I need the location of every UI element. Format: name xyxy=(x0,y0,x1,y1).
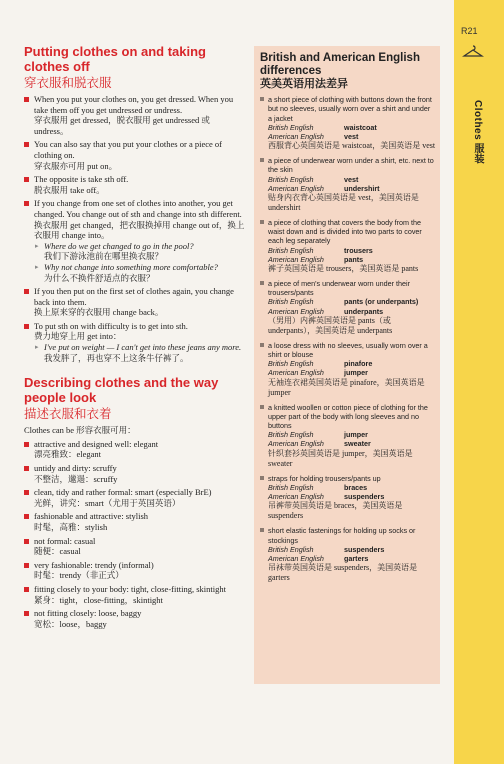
entry-translation: 裤子英国英语是 trousers，美国英语是 pants xyxy=(268,264,419,274)
differences-column xyxy=(260,52,436,588)
american-row: American English underpants xyxy=(268,306,384,316)
british-row: British English braces xyxy=(268,482,368,492)
difference-entry xyxy=(260,341,436,398)
difference-entry xyxy=(260,218,436,274)
section2-title-cn: 描述衣服和衣着 xyxy=(24,407,112,422)
page-reference: R21 xyxy=(461,26,478,36)
difference-entry xyxy=(260,474,436,522)
list-item: To put sth on with difficulty is to get into sth. 费力地穿上用 get into： ▸ I've put on weight — I can't get into these jeans any more. 我发胖了，再也穿不上这条牛仔裤了。 xyxy=(24,321,246,363)
list-item: fitting closely to your body: tight, close-fitting, skintight 紧身：tight，close-fitting，skintight xyxy=(24,584,246,605)
differences-title: British and American English differences xyxy=(260,52,420,77)
entry-definition: a loose dress with no sleeves, usually worn over a shirt or blouse xyxy=(268,340,428,360)
american-row: American English jumper xyxy=(268,368,368,378)
american-row: American English vest xyxy=(268,132,359,142)
entry-definition: a piece of men's underwear worn under their trousers/pants xyxy=(268,279,411,298)
entry-definition: short elastic fastenings for holding up socks or stockings xyxy=(268,526,416,545)
list-item: clean, tidy and rather formal: smart (especially BrE) 光鲜，讲究：smart（尤用于英国英语） xyxy=(24,487,246,508)
british-row: British English pants (or underpants) xyxy=(268,297,419,307)
entry-translation: 吊袜带英国英语是 suspenders，美国英语是 garters xyxy=(268,563,418,583)
list-item: attractive and designed well: elegant 漂亮雅致：elegant xyxy=(24,439,246,460)
list-item: untidy and dirty: scruffy 不整洁，邋遢：scruffy xyxy=(24,463,246,484)
list-item: When you put your clothes on, you get dressed. When you take them off you get undressed or undress. 穿衣服用 get dressed，脱衣服用 get undressed 或 undress。 xyxy=(24,94,246,136)
list-item: not fitting closely: loose, baggy 宽松：loose，baggy xyxy=(24,608,246,629)
hanger-icon xyxy=(462,44,484,63)
list-item: The opposite is take sth off. 脱衣服用 take off。 xyxy=(24,174,246,195)
section2-list xyxy=(24,439,246,630)
list-item: not formal: casual 随便：casual xyxy=(24,536,246,557)
american-row: American English garters xyxy=(268,553,369,563)
entry-definition: a knitted woollen or cotton piece of clothing for the upper part of the body with long sleeves and no buttons xyxy=(268,402,428,431)
section2-intro: Clothes can be 形容衣服可用： xyxy=(24,425,136,436)
left-column xyxy=(24,44,246,632)
example-item: ▸ Where do we get changed to go in the pool? 我们下游泳池前在哪里换衣服？ xyxy=(44,241,246,262)
entry-translation: 无袖连衣裙英国英语是 pinafore，美国英语是 jumper xyxy=(268,377,425,397)
section2-title: Describing clothes and the way people look xyxy=(24,375,219,406)
difference-entry xyxy=(260,279,436,336)
tab-title: Clothes 服装 xyxy=(472,100,483,165)
british-row: British English trousers xyxy=(268,245,373,255)
british-row: British English vest xyxy=(268,174,359,184)
difference-entry xyxy=(260,403,436,469)
section1-title-cn: 穿衣服和脱衣服 xyxy=(24,76,112,90)
differences-title-cn: 英美英语用法差异 xyxy=(260,78,348,90)
list-item: If you then put on the first set of clothes again, you change back into them. 换上原来穿的衣服用 change back。 xyxy=(24,286,246,318)
entry-definition: straps for holding trousers/pants up xyxy=(268,473,381,483)
british-row: British English suspenders xyxy=(268,544,385,554)
british-row: British English waistcoat xyxy=(268,122,377,132)
american-row: American English suspenders xyxy=(268,492,385,502)
example-item: ▸ I've put on weight — I can't get into these jeans any more. 我发胖了，再也穿不上这条牛仔裤了。 xyxy=(44,342,246,363)
british-row: British English jumper xyxy=(268,430,368,440)
entry-definition: a short piece of clothing with buttons down the front but no sleeves, usually worn over a shirt and under a jacket xyxy=(268,95,432,123)
entry-translation: 吊裤带英国英语是 braces，美国英语是 suspenders xyxy=(268,501,403,521)
list-item: If you change from one set of clothes into another, you get changed. You change out of sth and change into sth different. 换衣服用 get changed，把衣服换掉用 change out of，换上衣服用 change into。 ▸ Where do we get changed to go in the pool? 我们下游泳池前在哪里换衣服？ ▸ Why not change into something more comfortable? 为什么不换件舒适点的衣服？ xyxy=(24,198,246,283)
list-item: very fashionable: trendy (informal) 时髦：trendy（非正式） xyxy=(24,560,246,581)
section1-list xyxy=(24,94,246,363)
entry-translation: 西服背心英国英语是 waistcoat，美国英语是 vest xyxy=(268,141,436,151)
american-row: American English undershirt xyxy=(268,183,380,193)
example-item: ▸ Why not change into something more comfortable? 为什么不换件舒适点的衣服？ xyxy=(44,262,246,283)
american-row: American English sweater xyxy=(268,439,371,449)
british-row: British English pinafore xyxy=(268,359,373,369)
difference-entry xyxy=(260,95,436,151)
entry-translation: 针织套衫英国英语是 jumper，美国英语是 sweater xyxy=(268,448,413,468)
list-item: fashionable and attractive: stylish 时髦，高雅：stylish xyxy=(24,511,246,532)
difference-entry xyxy=(260,526,436,583)
list-item: You can also say that you put your clothes or a piece of clothing on. 穿衣服亦可用 put on。 xyxy=(24,139,246,171)
entry-translation: （男用）内裤英国英语是 pants（或 underpants），美国英语是 underpants xyxy=(268,315,393,335)
entry-definition: a piece of underwear worn under a shirt, etc. next to the skin xyxy=(268,156,434,175)
entry-translation: 贴身内衣背心英国英语是 vest，美国英语是 undershirt xyxy=(268,193,419,213)
american-row: American English pants xyxy=(268,254,364,264)
difference-entry xyxy=(260,156,436,213)
section1-title: Putting clothes on and taking clothes off xyxy=(24,44,206,74)
entry-definition: a piece of clothing that covers the body from the waist down and is divided into two parts to cover each leg separately xyxy=(268,218,422,246)
